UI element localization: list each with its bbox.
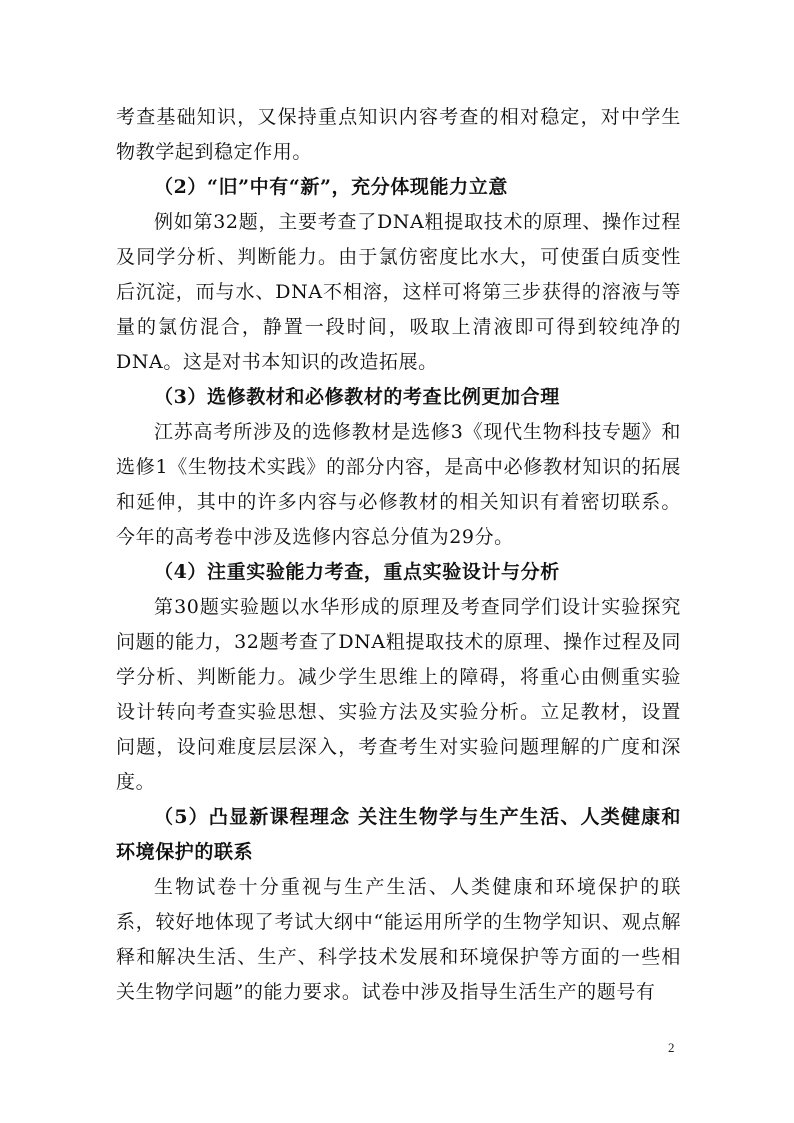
section-heading-4: （4）注重实验能力考查，重点实验设计与分析: [154, 561, 560, 583]
section-heading-5: （5）凸显新课程理念 关注生物学与生产生活、人类健康和环境保护的联系: [116, 806, 681, 863]
paragraph-section-4: 第30题实验题以水华形成的原理及考查同学们设计实验探究问题的能力，32题考查了DNA粗提取技术的原理、操作过程及同学分析、判断能力。减少学生思维上的障碍，将重心由侧重实验设计转向考查实验思想、实验方法及实验分析。立足教材，设置问题，设问难度层层深入，考查考生对实验问题理解的广度和深度。: [116, 596, 681, 793]
paragraph-continued: 考查基础知识，又保持重点知识内容考查的相对稳定，对中学生物教学起到稳定作用。: [116, 106, 681, 163]
paragraph-section-3: 江苏高考所涉及的选修教材是选修3《现代生物科技专题》和选修1《生物技术实践》的部分内容，是高中必修教材知识的拓展和延伸，其中的许多内容与必修教材的相关知识有着密切联系。今年的高考卷中涉及选修内容总分值为29分。: [116, 421, 681, 548]
section-heading-3: （3）选修教材和必修教材的考查比例更加合理: [154, 386, 560, 408]
page-number: 2: [668, 1040, 675, 1055]
body-text: [116, 100, 681, 1010]
paragraph-section-5: 生物试卷十分重视与生产生活、人类健康和环境保护的联系，较好地体现了考试大纲中“能运用所学的生物学知识、观点解释和解决生活、生产、科学技术发展和环境保护等方面的一些相关生物学问题”的能力要求。试卷中涉及指导生活生产的题号有: [116, 876, 681, 1003]
section-heading-2: （2）“旧”中有“新”，充分体现能力立意: [154, 176, 508, 198]
paragraph-section-2: 例如第32题，主要考查了DNA粗提取技术的原理、操作过程及同学分析、判断能力。由于氯仿密度比水大，可使蛋白质变性后沉淀，而与水、DNA不相溶，这样可将第三步获得的溶液与等量的氯仿混合，静置一段时间，吸取上清液即可得到较纯净的DNA。这是对书本知识的改造拓展。: [116, 211, 681, 373]
